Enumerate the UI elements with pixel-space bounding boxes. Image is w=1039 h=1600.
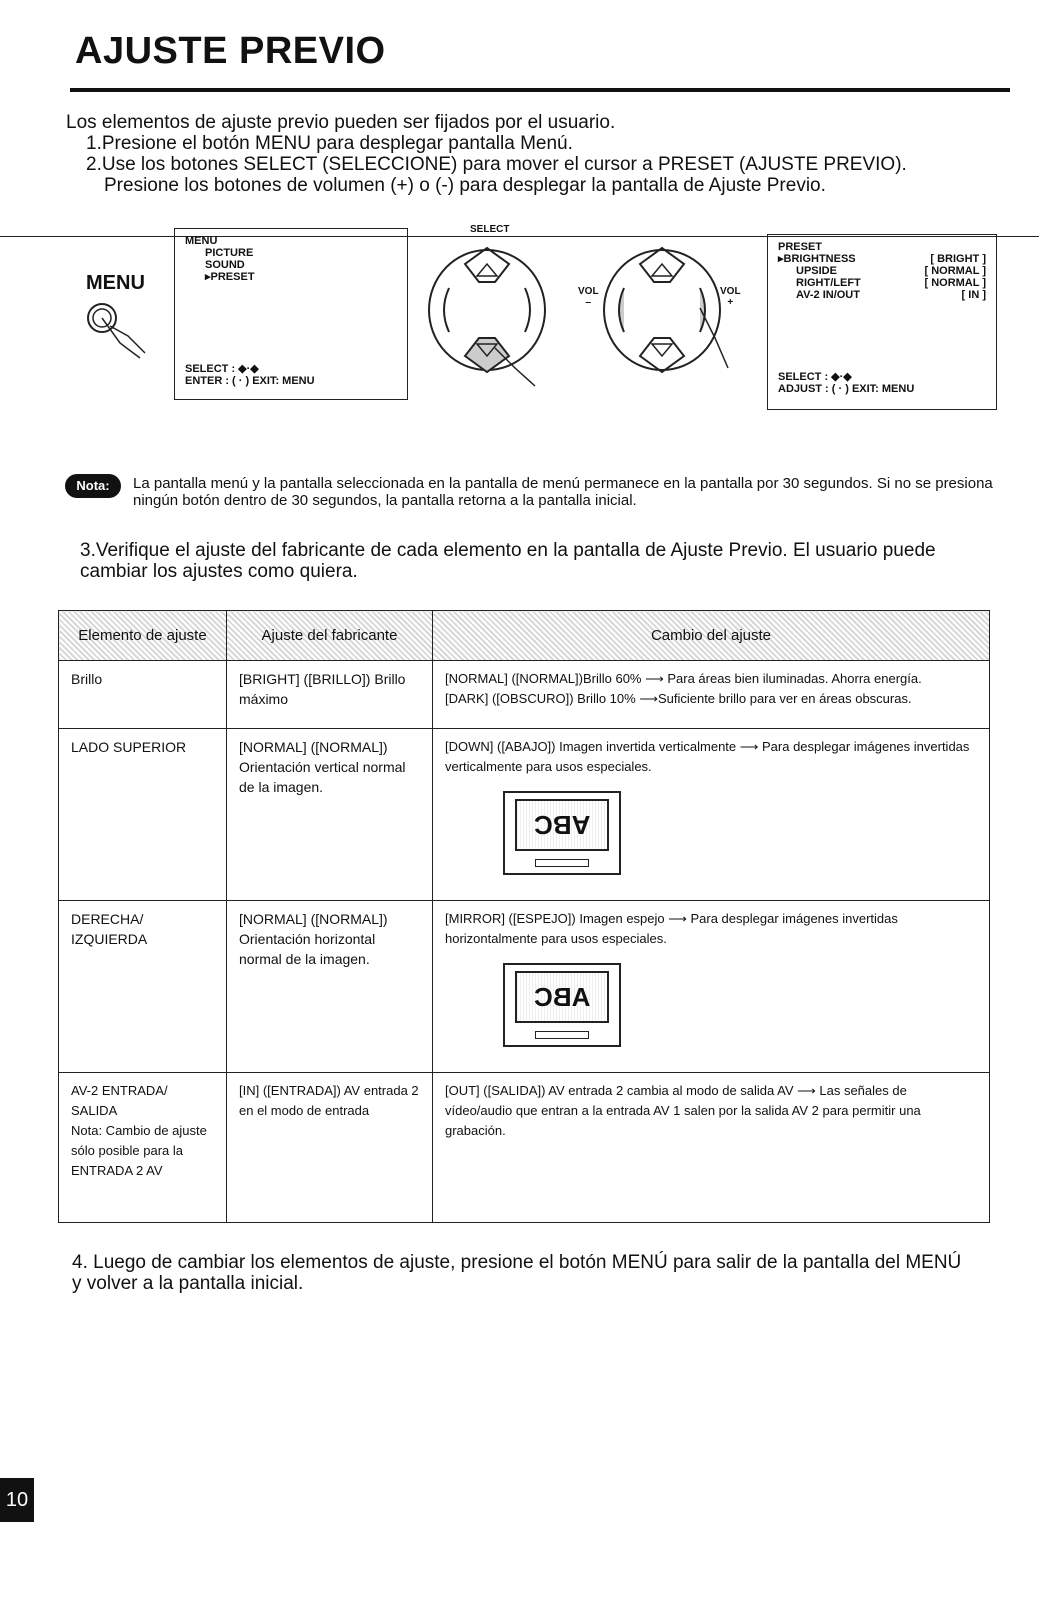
- cell-change-with-tv: [433, 901, 990, 1073]
- cell-change: [DOWN] ([ABAJO]) Imagen invertida verticalmente ⟶ Para desplegar imágenes invertidas verticalmente para usos especiales.: [445, 739, 970, 774]
- intro-step-2-cont: Presione los botones de volumen (+) o (-) para desplegar la pantalla de Ajuste Previo.: [104, 175, 826, 196]
- intro-step-2: 2.Use los botones SELECT (SELECCIONE) para mover el cursor a PRESET (AJUSTE PREVIO).: [86, 154, 907, 175]
- preset-panel: [767, 234, 997, 410]
- preset-row-name: ▸BRIGHTNESS: [778, 253, 856, 265]
- cell-factory: [IN] ([ENTRADA]) AV entrada 2 en el modo de entrada: [227, 1073, 433, 1223]
- preset-footer: ADJUST : ( · ) EXIT: MENU: [778, 383, 915, 395]
- preset-row-brightness: [778, 253, 986, 265]
- settings-table: [58, 610, 990, 1223]
- menu-panel: [174, 228, 408, 400]
- table-row: [59, 661, 990, 729]
- nota-badge: Nota:: [65, 474, 121, 498]
- table-row: [59, 1073, 990, 1223]
- table-row: [59, 901, 990, 1073]
- tv-base: [535, 859, 589, 867]
- table-header-row: [59, 611, 990, 661]
- header-factory: Ajuste del fabricante: [227, 611, 433, 661]
- tv-text-upside-down: ABC: [533, 810, 591, 840]
- preset-row-name: AV-2 IN/OUT: [796, 289, 860, 301]
- step-4: 4. Luego de cambiar los elementos de ajuste, presione el botón MENÚ para salir de la pantalla del MENÚ y volver a la pantalla inicial.: [72, 1252, 962, 1294]
- page-title: AJUSTE PREVIO: [75, 30, 386, 72]
- menu-item-sound: SOUND: [205, 259, 245, 271]
- menu-footer: ENTER : ( · ) EXIT: MENU: [185, 375, 315, 387]
- table-row: [59, 729, 990, 901]
- preset-row-value: [ NORMAL ]: [924, 265, 986, 277]
- preset-row-name: UPSIDE: [796, 265, 837, 277]
- cell-element: Brillo: [59, 661, 227, 729]
- cell-change: [NORMAL] ([NORMAL])Brillo 60% ⟶ Para áreas bien iluminadas. Ahorra energía. [DARK] ([OBSCURO]) Brillo 10% ⟶Suficiente brillo para ver en áreas obscuras.: [433, 661, 990, 729]
- header-change: Cambio del ajuste: [433, 611, 990, 661]
- select-label: SELECT: [470, 224, 510, 235]
- cell-change: [OUT] ([SALIDA]) AV entrada 2 cambia al modo de salida AV ⟶ Las señales de vídeo/audio que entran a la entrada AV 1 salen por la salida AV 2 para permitir una grabación.: [433, 1073, 990, 1223]
- preset-row-name: RIGHT/LEFT: [796, 277, 861, 289]
- title-rule: [70, 88, 1010, 92]
- cell-element: DERECHA/ IZQUIERDA: [59, 901, 227, 1073]
- cell-element: LADO SUPERIOR: [59, 729, 227, 901]
- preset-panel-title: PRESET: [778, 241, 823, 253]
- nota-text: La pantalla menú y la pantalla seleccionada en la pantalla de menú permanece en la pantalla por 30 segundos. Si no se presiona ningún botón dentro de 30 segundos, la pantalla retorna a la pantalla inicial.: [133, 475, 993, 509]
- tv-base: [535, 1031, 589, 1039]
- page-number: 10: [0, 1478, 34, 1522]
- cell-factory: [NORMAL] ([NORMAL]) Orientación vertical normal de la imagen.: [227, 729, 433, 901]
- preset-row-av2: [778, 289, 986, 301]
- preset-row-value: [ NORMAL ]: [924, 277, 986, 289]
- preset-row-upside: [778, 265, 986, 277]
- preset-row-rightleft: [778, 277, 986, 289]
- cell-element: AV-2 ENTRADA/ SALIDA Nota: Cambio de ajuste sólo posible para la ENTRADA 2 AV: [59, 1073, 227, 1223]
- intro-step-1: 1.Presione el botón MENU para desplegar pantalla Menú.: [86, 133, 573, 154]
- menu-panel-title: MENU: [185, 235, 218, 247]
- tv-illustration: [503, 791, 621, 875]
- cell-change-with-tv: [433, 729, 990, 901]
- intro-text: [66, 112, 1006, 196]
- menu-item-preset: ▸PRESET: [205, 271, 255, 283]
- intro-line: Los elementos de ajuste previo pueden ser fijados por el usuario.: [66, 112, 616, 133]
- step-3: 3.Verifique el ajuste del fabricante de cada elemento en la pantalla de Ajuste Previo. El usuario puede cambiar los ajustes como quiera.: [80, 540, 936, 582]
- tv-screen: [515, 971, 609, 1023]
- volume-pad-icon: [600, 238, 730, 388]
- cell-factory: [BRIGHT] ([BRILLO]) Brillo máximo: [227, 661, 433, 729]
- hand-press-icon: [80, 298, 160, 368]
- preset-row-value: [ BRIGHT ]: [930, 253, 986, 265]
- tv-screen: [515, 799, 609, 851]
- cell-factory: [NORMAL] ([NORMAL]) Orientación horizontal normal de la imagen.: [227, 901, 433, 1073]
- vol-minus-label: VOL –: [578, 286, 599, 308]
- tv-text-mirrored: ABC: [533, 982, 591, 1012]
- vol-plus-label: VOL +: [720, 286, 741, 308]
- preset-row-value: [ IN ]: [961, 289, 986, 301]
- menu-label: MENU: [86, 272, 145, 294]
- tv-illustration: [503, 963, 621, 1047]
- menu-select-hint: SELECT : ◆·◆: [185, 363, 259, 375]
- header-element: Elemento de ajuste: [59, 611, 227, 661]
- preset-select-hint: SELECT : ◆·◆: [778, 371, 852, 383]
- cell-change: [MIRROR] ([ESPEJO]) Imagen espejo ⟶ Para desplegar imágenes invertidas horizontalmente para usos especiales.: [445, 911, 898, 946]
- select-pad-icon: [425, 238, 555, 388]
- menu-item-picture: PICTURE: [205, 247, 254, 259]
